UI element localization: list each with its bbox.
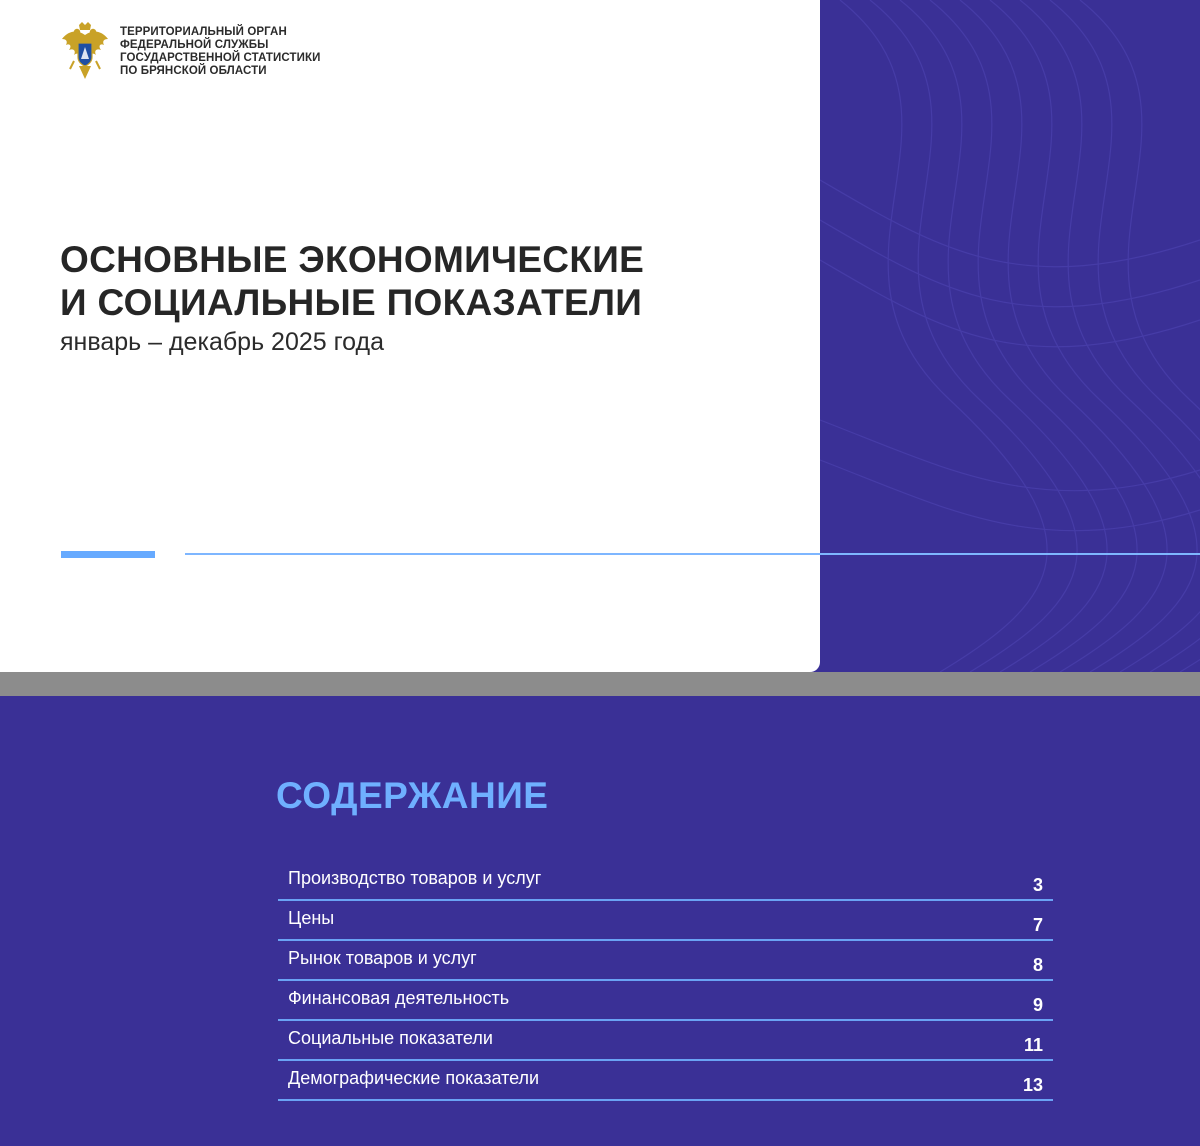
toc-item-page-number: 11 — [1023, 1035, 1043, 1055]
toc-item-page-number: 3 — [1032, 875, 1043, 895]
toc-item-page-number: 9 — [1032, 995, 1043, 1015]
toc-item-prices[interactable] — [278, 901, 1053, 941]
organization-line: ТЕРРИТОРИАЛЬНЫЙ ОРГАН — [120, 26, 287, 38]
report-title-line: ОСНОВНЫЕ ЭКОНОМИЧЕСКИЕ — [60, 239, 645, 280]
organization-name — [120, 26, 321, 78]
organization-line: ПО БРЯНСКОЙ ОБЛАСТИ — [120, 65, 267, 77]
table-of-contents — [278, 861, 1053, 1101]
toc-item-label: Цены — [288, 908, 335, 928]
toc-item-page-number: 8 — [1032, 955, 1043, 975]
toc-item-label: Рынок товаров и услуг — [288, 948, 477, 968]
contents-page — [0, 696, 1200, 1146]
toc-item-social[interactable] — [278, 1021, 1053, 1061]
report-period-subtitle: январь – декабрь 2025 года — [60, 328, 385, 356]
toc-item-market[interactable] — [278, 941, 1053, 981]
page-separator — [0, 672, 1200, 696]
accent-bar — [61, 551, 155, 558]
toc-item-label: Социальные показатели — [288, 1028, 493, 1048]
organization-line: ФЕДЕРАЛЬНОЙ СЛУЖБЫ — [120, 39, 269, 51]
toc-item-demography[interactable] — [278, 1061, 1053, 1101]
double-headed-eagle-emblem-icon — [60, 21, 110, 83]
report-title-line: И СОЦИАЛЬНЫЕ ПОКАЗАТЕЛИ — [60, 282, 643, 323]
toc-item-label: Демографические показатели — [288, 1068, 540, 1088]
organization-header — [60, 20, 321, 84]
toc-item-page-number: 13 — [1022, 1075, 1043, 1095]
toc-item-production[interactable] — [278, 861, 1053, 901]
toc-item-label: Финансовая деятельность — [288, 988, 510, 1008]
report-title-block — [60, 238, 644, 357]
contents-title: СОДЕРЖАНИЕ — [276, 775, 549, 816]
toc-item-page-number: 7 — [1032, 915, 1043, 935]
organization-line: ГОСУДАРСТВЕННОЙ СТАТИСТИКИ — [120, 52, 321, 64]
toc-item-finance[interactable] — [278, 981, 1053, 1021]
accent-divider-line — [185, 553, 1200, 555]
toc-item-label: Производство товаров и услуг — [288, 868, 542, 888]
